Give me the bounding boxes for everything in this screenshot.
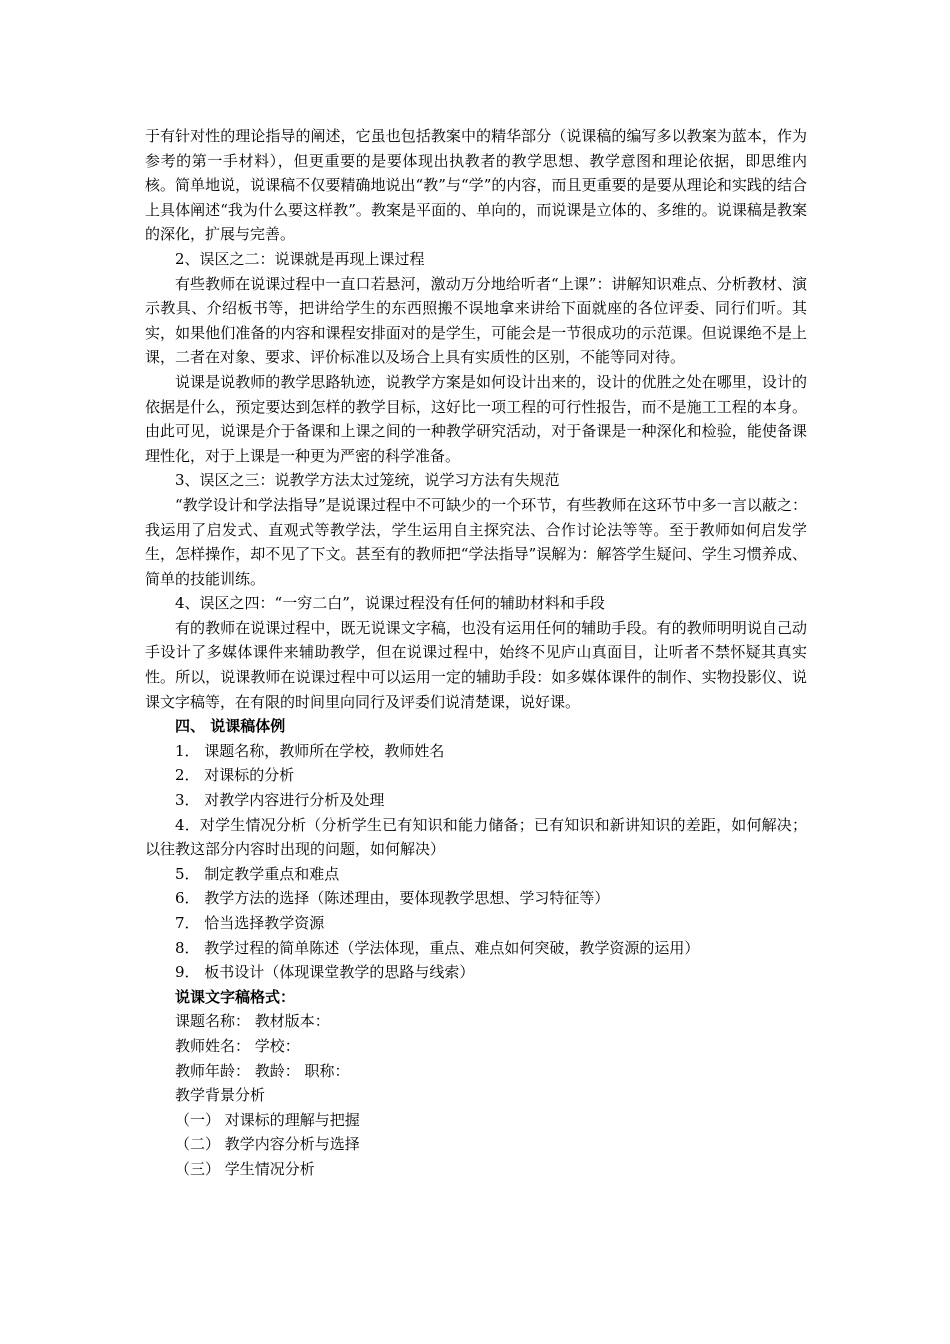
section-heading: 说课文字稿格式： — [175, 987, 296, 1006]
paragraph: 于有针对性的理论指导的阐述，它虽也包括教案中的精华部分（说课稿的编写多以教案为蓝本，作为参考的第一手材料），但更重要的是要体现出执教者的教学思想、教学意图和理论依据，即思维内核。简单地说，说课稿不仅要精确地说出“教”与“学”的内容，而且更重要的是要从理论和实践的结合上具体阐述“我为什么要这样教”。教案是平面的、单向的，而说课是立体的、多维的。说课稿是教案的深化，扩展与完善。 — [145, 127, 807, 244]
paragraph: 6． 教学方法的选择（陈述理由，要体现教学思想、学习特征等） — [175, 889, 610, 908]
paragraph: 4．对学生情况分析（分析学生已有知识和能力储备；已有知识和新讲知识的差距，如何解决；以往教这部分内容时出现的问题，如何解决） — [145, 815, 807, 859]
paragraph: 教师年龄： 教龄： 职称： — [175, 1061, 350, 1080]
list-item: （一） 对课标的理解与把握 — [175, 1110, 360, 1129]
paragraph: 9． 板书设计（体现课堂教学的思路与线索） — [175, 963, 475, 982]
paragraph: 课题名称： 教材版本： — [175, 1012, 330, 1031]
paragraph: 5． 制定教学重点和难点 — [175, 864, 340, 883]
section-heading: 四、 说课稿体例 — [175, 717, 286, 736]
paragraph: 有的教师在说课过程中，既无说课文字稿，也没有运用任何的辅助手段。有的教师明明说自己动手设计了多媒体课件来辅助教学，但在说课过程中，始终不见庐山真面目，让听者不禁怀疑其真实性。所以，说课教师在说课过程中可以运用一定的辅助手段：如多媒体课件的制作、实物投影仪、说课文字稿等，在有限的时间里向同行及评委们说清楚课，说好课。 — [145, 618, 807, 711]
paragraph: 说课是说教师的教学思路轨迹，说教学方案是如何设计出来的，设计的优胜之处在哪里，设计的依据是什么，预定要达到怎样的教学目标，这好比一项工程的可行性报告，而不是施工工程的本身。由此可见，说课是介于备课和上课之间的一种教学研究活动，对于备课是一种深化和检验，能使备课理性化，对于上课是一种更为严密的科学准备。 — [145, 372, 807, 465]
paragraph: “教学设计和学法指导”是说课过程中不可缺少的一个环节，有些教师在这环节中多一言以蔽之：我运用了启发式、直观式等教学法，学生运用自主探究法、合作讨论法等等。至于教师如何启发学生，怎样操作，却不见了下文。甚至有的教师把“学法指导”误解为：解答学生疑问、学生习惯养成、简单的技能训练。 — [145, 495, 807, 588]
paragraph: 3． 对教学内容进行分析及处理 — [175, 791, 385, 810]
paragraph: 教师姓名： 学校： — [175, 1036, 300, 1055]
paragraph: 1． 课题名称，教师所在学校，教师姓名 — [175, 741, 445, 760]
paragraph: 7． 恰当选择教学资源 — [175, 914, 325, 932]
paragraph: 3、误区之三：说教学方法太过笼统，说学习方法有失规范 — [175, 471, 560, 490]
paragraph: 教学背景分析 — [175, 1086, 266, 1105]
paragraph: 2． 对课标的分析 — [175, 766, 295, 785]
paragraph: 8． 教学过程的简单陈述（学法体现，重点、难点如何突破，教学资源的运用） — [175, 938, 700, 957]
document-page — [145, 124, 807, 1182]
paragraph: 4、误区之四：“一穷二白”，说课过程没有任何的辅助材料和手段 — [175, 594, 605, 613]
paragraph: 有些教师在说课过程中一直口若悬河，激动万分地给听者“上课”：讲解知识难点、分析教材、演示教具、介绍板书等，把讲给学生的东西照搬不误地拿来讲给下面就座的各位评委、同行们听。其实，如果他们准备的内容和课程安排面对的是学生，可能会是一节很成功的示范课。但说课绝不是上课，二者在对象、要求、评价标准以及场合上具有实质性的区别，不能等同对待。 — [145, 274, 807, 367]
list-item: （二） 教学内容分析与选择 — [175, 1135, 360, 1154]
list-item: （三） 学生情况分析 — [175, 1159, 315, 1178]
paragraph: 2、误区之二：说课就是再现上课过程 — [175, 249, 425, 268]
